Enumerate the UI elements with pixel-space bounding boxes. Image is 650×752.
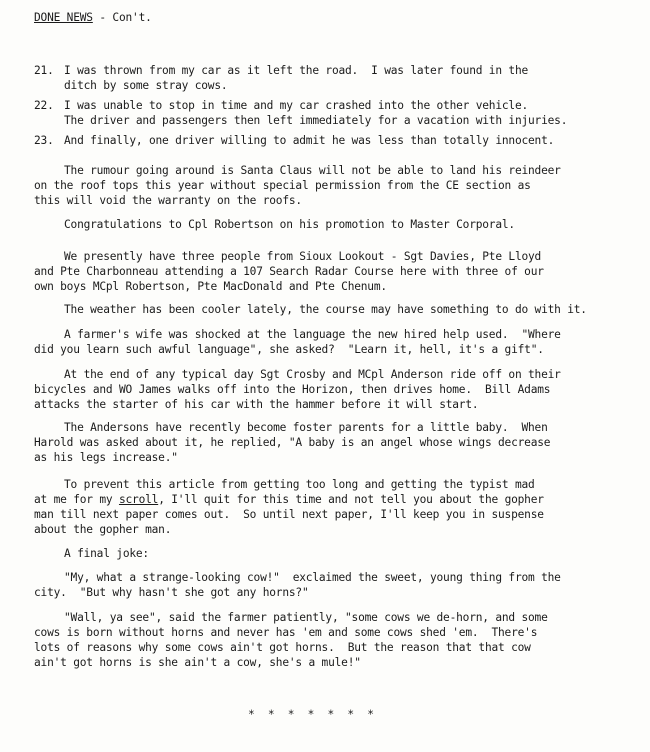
prevent-line-4: about the gopher man.	[34, 523, 172, 536]
andersons-line-3: as his legs increase."	[34, 451, 178, 464]
course-line-3: own boys MCpl Robertson, Pte MacDonald and Pte Chenum.	[34, 280, 387, 293]
footer-stars: * * * * * * *	[248, 708, 378, 721]
joke-answer-line-2: cows is born without horns and never has 'em and some cows shed 'em. There's	[34, 626, 538, 639]
item-number: 22.	[34, 99, 54, 112]
santa-line-3: this will void the warranty on the roofs.	[34, 194, 302, 207]
joke-intro: A final joke:	[64, 547, 149, 560]
weather-line: The weather has been cooler lately, the course may have something to do with it.	[64, 303, 587, 316]
prevent-line-2-start: at me for my	[34, 493, 119, 506]
joke-answer-line-4: ain't got horns is she ain't a cow, she's a mule!"	[34, 656, 361, 669]
item-21-line-2: ditch by some stray cows.	[64, 79, 228, 92]
joke-answer-line-1: "Wall, ya see", said the farmer patiently, "some cows we de-horn, and some	[64, 611, 548, 624]
andersons-line-1: The Andersons have recently become foster parents for a little baby. When	[64, 421, 548, 434]
andersons-line-2: Harold was asked about it, he replied, "A baby is an angel whose wings decrease	[34, 436, 551, 449]
course-line-1: We presently have three people from Sioux Lookout - Sgt Davies, Pte Lloyd	[64, 250, 542, 263]
joke-city-line-1: "My, what a strange-looking cow!" exclaimed the sweet, young thing from the	[64, 571, 561, 584]
end-of-day-line-1: At the end of any typical day Sgt Crosby and MCpl Anderson ride off on their	[64, 368, 561, 381]
page-heading	[34, 10, 152, 25]
prevent-line-1: To prevent this article from getting too long and getting the typist mad	[64, 478, 535, 491]
newsletter-title: DONE NEWS	[34, 11, 93, 24]
santa-line-2: on the roof tops this year without special permission from the CE section as	[34, 179, 531, 192]
congrats-line: Congratulations to Cpl Robertson on his promotion to Master Corporal.	[64, 218, 515, 231]
item-23-line-1: And finally, one driver willing to admit he was less than totally innocent.	[64, 134, 555, 147]
farmer-wife-line-1: A farmer's wife was shocked at the language the new hired help used. "Where	[64, 328, 561, 341]
item-number: 23.	[34, 134, 54, 147]
farmer-wife-line-2: did you learn such awful language", she asked? "Learn it, hell, it's a gift".	[34, 343, 544, 356]
course-line-2: and Pte Charbonneau attending a 107 Search Radar Course here with three of our	[34, 265, 544, 278]
end-of-day-line-2: bicycles and WO James walks off into the Horizon, then drives home. Bill Adams	[34, 383, 551, 396]
item-21-line-1: I was thrown from my car as it left the road. I was later found in the	[64, 64, 529, 77]
item-number: 21.	[34, 64, 54, 77]
continued-label: - Con't.	[92, 11, 152, 24]
joke-answer-line-3: lots of reasons why some cows ain't got horns. But the reason that that cow	[34, 641, 531, 654]
prevent-line-2-end: , I'll quit for this time and not tell you about the gopher	[158, 493, 544, 506]
item-22-line-2: The driver and passengers then left immediately for a vacation with injuries.	[64, 114, 568, 127]
prevent-line-2	[34, 492, 544, 507]
scroll-word: scroll	[118, 493, 159, 506]
joke-city-line-2: city. "But why hasn't she got any horns?"	[34, 586, 309, 599]
santa-line-1: The rumour going around is Santa Claus will not be able to land his reindeer	[64, 164, 561, 177]
item-22-line-1: I was unable to stop in time and my car crashed into the other vehicle.	[64, 99, 529, 112]
end-of-day-line-3: attacks the starter of his car with the hammer before it will start.	[34, 398, 479, 411]
prevent-line-3: man till next paper comes out. So until next paper, I'll keep you in suspense	[34, 508, 544, 521]
